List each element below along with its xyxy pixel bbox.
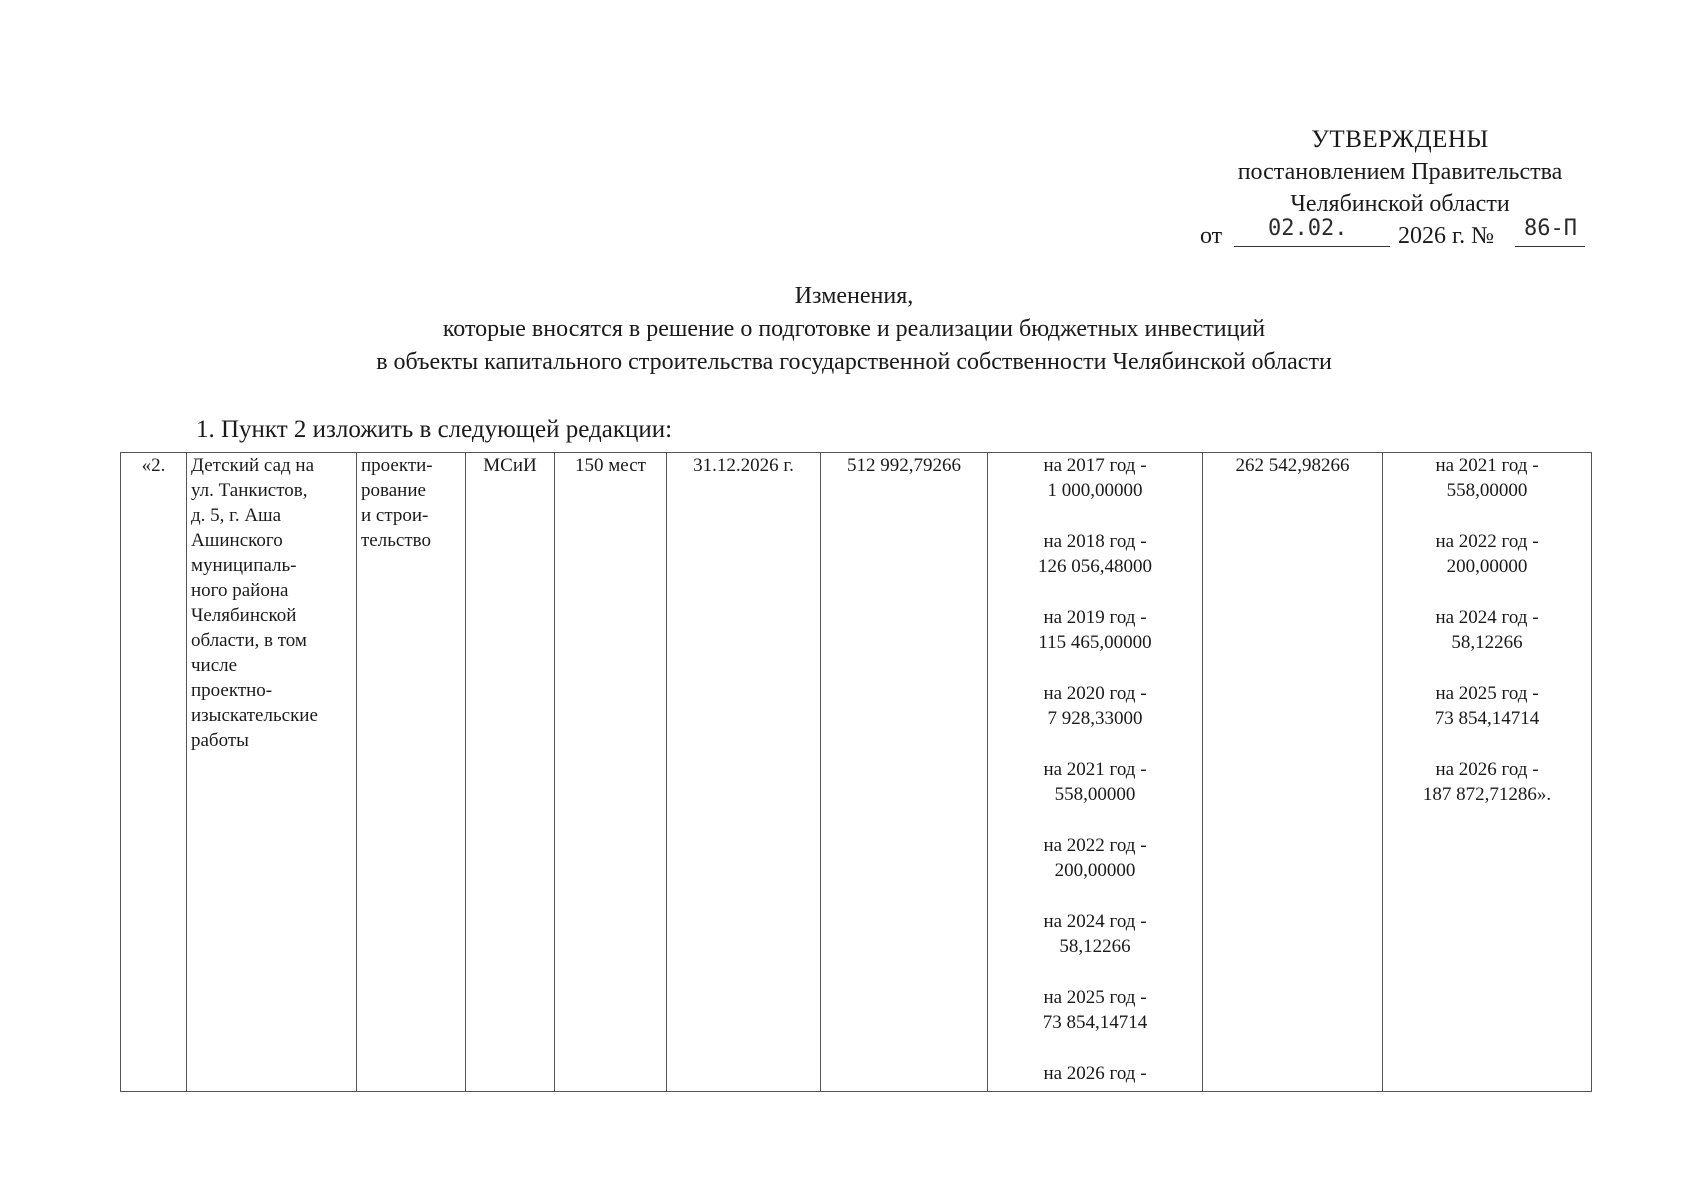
year-label: на 2022 год - [1435, 531, 1539, 552]
work-stage-line: тельство [361, 530, 431, 551]
total-cost: 512 992,79266 [821, 453, 988, 1092]
year-value: 58,12266 [1451, 632, 1523, 653]
object-name-line: проектно- [191, 680, 273, 701]
year-value: 7 928,33000 [1047, 708, 1143, 729]
work-stage-line: проекти- [361, 455, 433, 476]
object-name-line: д. 5, г. Аша [191, 505, 282, 526]
object-name-line: Детский сад на [191, 455, 315, 476]
investment-year-item [1387, 453, 1587, 503]
year-label: на 2021 год - [1043, 759, 1147, 780]
handwritten-date: 02.02. [1268, 216, 1348, 241]
cost-year-item [992, 909, 1198, 959]
table-row [121, 453, 1592, 1092]
year-label: на 2019 год - [1043, 607, 1147, 628]
cost-year-item [992, 529, 1198, 579]
year-label: на 2021 год - [1435, 455, 1539, 476]
year-value: 73 854,14714 [1042, 1012, 1148, 1033]
cost-year-item [992, 1061, 1198, 1086]
object-name-line: работы [191, 730, 249, 751]
object-name-line: муниципаль- [191, 555, 297, 576]
date-prefix: от [1200, 223, 1223, 249]
cost-year-item [992, 453, 1198, 503]
object-name-line: области, в том [191, 630, 307, 651]
year-label: на 2026 год - [1435, 759, 1539, 780]
year-label: на 2020 год - [1043, 683, 1147, 704]
work-stage-line: и строи- [361, 505, 429, 526]
work-stage [357, 453, 466, 1092]
cost-year-item [992, 833, 1198, 883]
title-line-3: в объекты капитального строительства государственной собственности Челябинской области [376, 349, 1332, 375]
cost-year-item [992, 681, 1198, 731]
approval-line-1: постановлением Правительства [1237, 159, 1563, 185]
handwritten-number: 86-П [1524, 216, 1577, 241]
paragraph-intro: 1. Пункт 2 изложить в следующей редакции: [196, 416, 673, 443]
cost-year-item [992, 985, 1198, 1035]
object-name-line: Челябинской [191, 605, 297, 626]
row-number: «2. [121, 453, 187, 1092]
customer: МСиИ [466, 453, 555, 1092]
year-label: на 2017 год - [1043, 455, 1147, 476]
investment-year-item [1387, 605, 1587, 655]
cost-year-item [992, 757, 1198, 807]
year-value: 58,12266 [1059, 936, 1131, 957]
year-label: на 2018 год - [1043, 531, 1147, 552]
title-line-1: Изменения, [794, 283, 914, 309]
work-stage-line: рование [361, 480, 426, 501]
year-value: 126 056,48000 [1038, 556, 1152, 577]
year-label: на 2025 год - [1435, 683, 1539, 704]
approval-stamp [1200, 124, 1600, 220]
year-value: 558,00000 [1446, 480, 1528, 501]
object-name-line: ного района [191, 580, 289, 601]
cost-by-year [988, 453, 1203, 1092]
capacity: 150 мест [555, 453, 667, 1092]
investment-total: 262 542,98266 [1203, 453, 1383, 1092]
year-label: на 2024 год - [1435, 607, 1539, 628]
document-year: 2026 г. № [1398, 223, 1495, 249]
document-title [150, 280, 1558, 379]
object-name-line: числе [191, 655, 238, 676]
object-name-line: Ашинского [191, 530, 283, 551]
year-label: на 2024 год - [1043, 911, 1147, 932]
year-value: 200,00000 [1054, 860, 1136, 881]
cost-year-item [992, 605, 1198, 655]
year-label: на 2025 год - [1043, 987, 1147, 1008]
year-value: 200,00000 [1446, 556, 1528, 577]
year-value: 1 000,00000 [1047, 480, 1143, 501]
approval-heading: УТВЕРЖДЕНЫ [1311, 126, 1489, 153]
year-label: на 2022 год - [1043, 835, 1147, 856]
year-label: на 2026 год - [1043, 1063, 1147, 1084]
year-value: 187 872,71286». [1422, 784, 1552, 805]
year-value: 558,00000 [1054, 784, 1136, 805]
object-name-line: ул. Танкистов, [191, 480, 308, 501]
object-name-line: изыскательские [191, 705, 318, 726]
investment-by-year [1383, 453, 1592, 1092]
investment-year-item [1387, 681, 1587, 731]
year-value: 73 854,14714 [1434, 708, 1540, 729]
investment-year-item [1387, 529, 1587, 579]
investment-table [120, 452, 1592, 1092]
approval-line-2: Челябинской области [1290, 191, 1510, 217]
deadline: 31.12.2026 г. [667, 453, 821, 1092]
object-name [187, 453, 357, 1092]
title-line-2: которые вносятся в решение о подготовке и реализации бюджетных инвестиций [442, 316, 1266, 342]
year-value: 115 465,00000 [1038, 632, 1152, 653]
investment-year-item [1387, 757, 1587, 807]
